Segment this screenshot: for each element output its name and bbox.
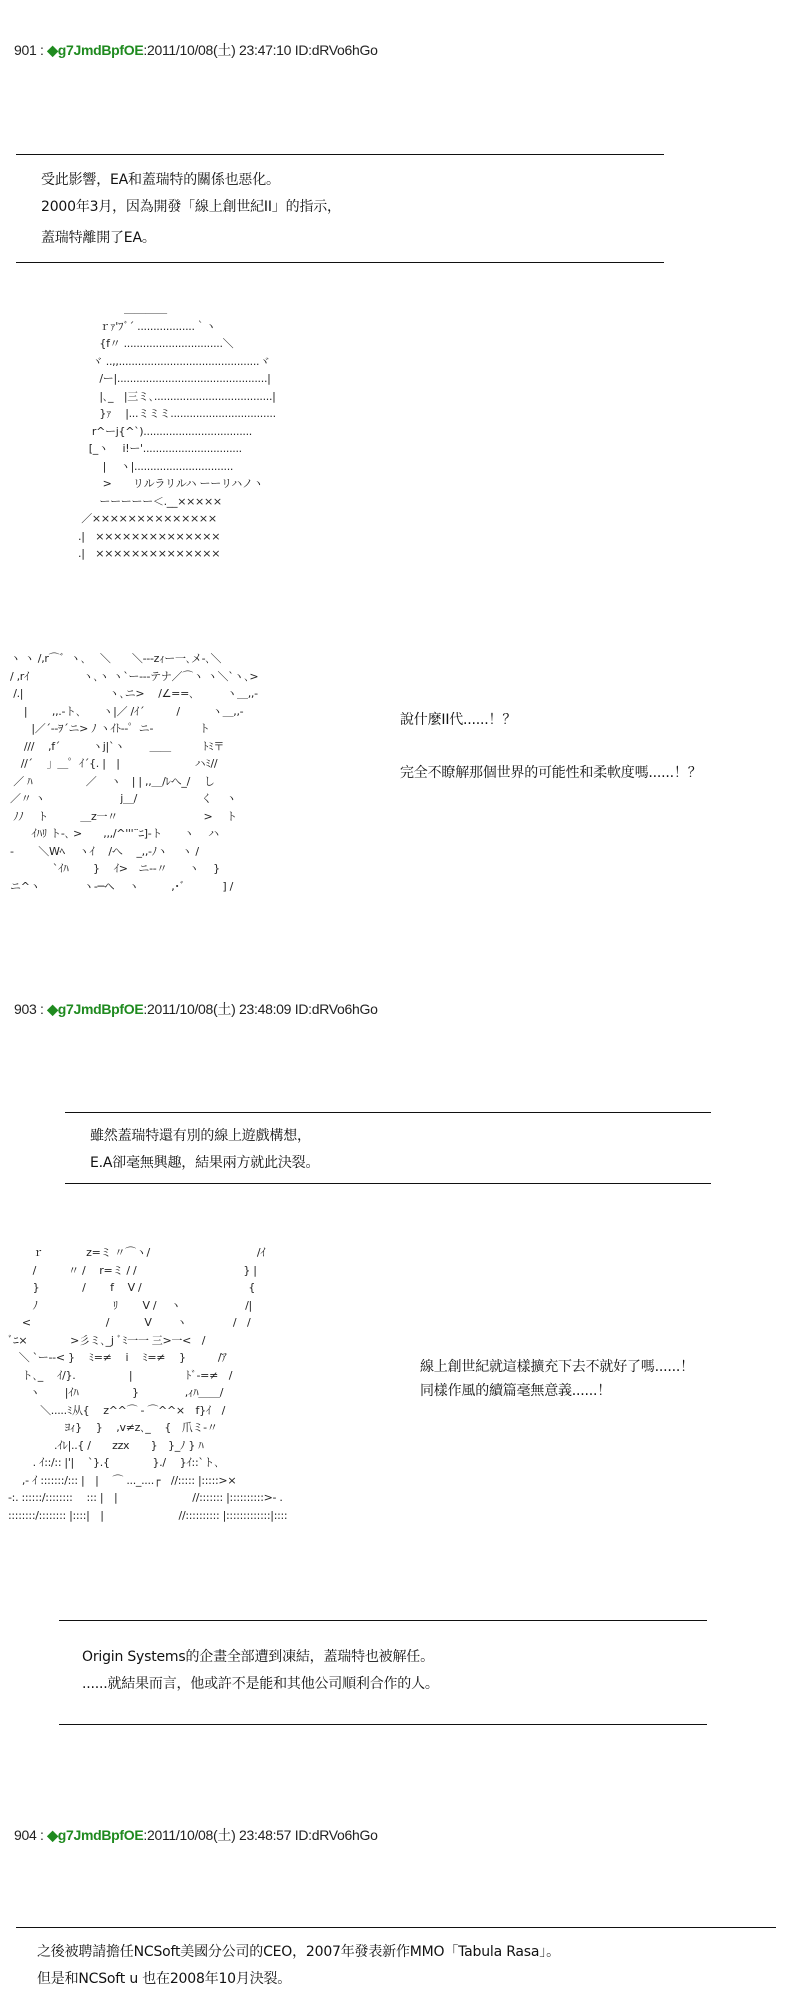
narration-line: 受此影響，EA和蓋瑞特的關係也惡化。 — [41, 172, 280, 188]
divider — [16, 154, 664, 155]
divider — [59, 1620, 707, 1621]
trip-code: ◆g7JmdBpfOE — [47, 1827, 144, 1843]
narration-line: ......就結果而言，他或許不是能和其他公司順利合作的人。 — [82, 1676, 439, 1692]
divider — [16, 262, 664, 263]
post-header-904 — [14, 1825, 378, 1845]
dialogue-line: 線上創世紀就這樣擴充下去不就好了嗎......！ — [420, 1359, 694, 1375]
post-meta: :2011/10/08(土) 23:48:57 ID:dRVo6hGo — [143, 1827, 378, 1843]
post-number[interactable]: 901 — [14, 42, 37, 58]
ascii-art-character: ＿＿＿＿ ｒｧ'ﾌﾞ´ ..................｀ヽ {f〃 ...............................＼ ヾ ..,,............................................ヾ /ー|...............................................| |､_ |三ミ､.....................................| }ｧ |...ミミミ................................. r^ーj{^`).................................. [_ヽ i!ー'............................... | ヽ|............................... > リルラリルハ ーーリハノヽ ーーーーー＜.__××××× ／×××××××××××××× .| ×××××××××××××× .| ×××××××××××××× — [78, 302, 276, 560]
ascii-art-character: ｒ z=ミ 〃⌒ヽ/ /ｲ / 〃 / r=ミ / / } | } / f V / { ﾉ ﾘ V / ヽ /| < / V ヽ / / ﾞﾆ× >彡ミ､_j ﾞﾐ一一 三>一< / ＼ `ー--< } ﾐ=≠ i ﾐ=≠ } /ｱ ト､_ ｲ/}. | ﾄﾞ-=≠ / ヽ |ｲﾊ } ,ｨﾊ＿＿/ ＼.....ﾐ从{ z^^⌒ ‐ ⌒^^× f}ｲ / ﾖｨ} } ,v≠z､_ { 爪ミ-〃 .ｲﾚ|..{ / zzx } }_ﾉ } ﾊ . ｲ::/:: |'| `}.{ }./ }ｲ::`ト､ ,- ｲ :::::::/::: | | ⌒ ..._....┌ //::::: |:::::>× -:. ::::::/:::::::: ::: | | //::::::: |::::::::::>- . ::::::::/:::::::: |::::| | //:::::::::: |:::::::::::::|:::: — [8, 1246, 288, 1522]
divider — [16, 1927, 776, 1928]
post-meta: :2011/10/08(土) 23:47:10 ID:dRVo6hGo — [143, 42, 378, 58]
separator: : — [36, 1827, 48, 1843]
divider — [59, 1724, 707, 1725]
narration-line: E.A卻毫無興趣，結果兩方就此決裂。 — [90, 1155, 320, 1171]
narration-line: 之後被聘請擔任NCSoft美國分公司的CEO，2007年發表新作MMO「Tabula Rasa」。 — [37, 1944, 560, 1960]
post-number[interactable]: 903 — [14, 1001, 37, 1017]
narration-line: Origin Systems的企畫全部遭到凍結，蓋瑞特也被解任。 — [82, 1649, 434, 1665]
dialogue-line: 完全不瞭解那個世界的可能性和柔軟度嗎......！？ — [400, 765, 702, 781]
separator: : — [36, 42, 48, 58]
divider — [65, 1183, 711, 1184]
trip-code: ◆g7JmdBpfOE — [47, 42, 144, 58]
ascii-art-character: ヽ ヽ /,r⌒゛ヽ､ ＼ ＼---zｨー一､メ-､＼ / ,rｲ ヽ､ヽ ヽ`ー---テナ／⌒ヽ ヽ＼`ヽ､> /.| ヽ､ニ> /∠==､ ヽ＿,,- | ,,.-ト､ ヽ|／ /ｲ´ / ヽ＿,,- |／´--ｦ´ニ> ﾉ ヽｲﾄ--゜ニ- ト /// ,f´ ヽj|`ヽ ＿＿ ﾄﾐ〒 //´ 」＿゜ｲ´{. | | ハﾐ// ／ ﾊ ／ ヽ | | ,,＿/ﾚへ_/ し ／〃 ヽ j＿/ く ヽ ﾉﾉ ト ＿z一〃 > ト ｲﾊﾘ ト-､ > ,,,/^'''¨ﾆ]-ト ヽ ハ - ＼Wﾍ ヽｲ /へ _,,-ﾉヽ ヽ / `ｲﾊ } ｲ> ニ-‐〃 ヽ } ニ^ヽ ヽ-─ヘ ヽ ,･゛ ] / — [10, 652, 259, 893]
narration-line: 蓋瑞特離開了EA。 — [41, 230, 156, 246]
separator: : — [36, 1001, 48, 1017]
post-meta: :2011/10/08(土) 23:48:09 ID:dRVo6hGo — [143, 1001, 378, 1017]
narration-line: 2000年3月，因為開發「線上創世紀II」的指示， — [41, 199, 341, 215]
dialogue-line: 同樣作風的續篇毫無意義......！ — [420, 1383, 612, 1399]
divider — [65, 1112, 711, 1113]
post-header-901 — [14, 40, 378, 60]
post-header-903 — [14, 999, 378, 1019]
trip-code: ◆g7JmdBpfOE — [47, 1001, 144, 1017]
dialogue-line: 說什麼II代......！？ — [400, 712, 517, 728]
narration-line: 雖然蓋瑞特還有別的線上遊戲構想， — [90, 1128, 311, 1144]
post-number[interactable]: 904 — [14, 1827, 37, 1843]
narration-line: 但是和NCSoft u 也在2008年10月決裂。 — [37, 1971, 292, 1987]
